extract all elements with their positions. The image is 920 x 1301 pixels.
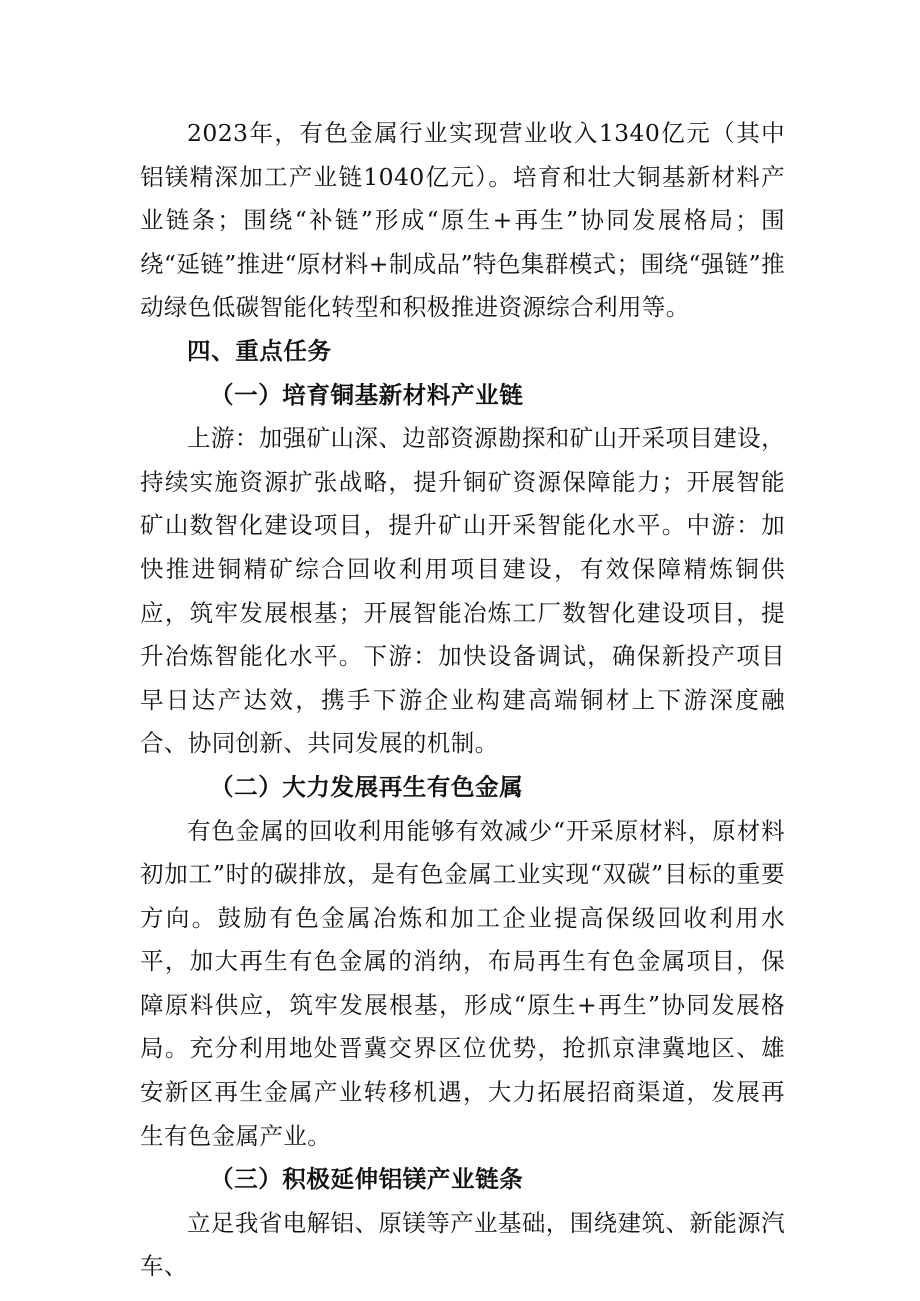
paragraph-recycled-metals: 有色金属的回收利用能够有效减少“开采原材料，原材料初加工”时的碳排放，是有色金属工业实现“双碳”目标的重要方向。鼓励有色金属冶炼和加工企业提高保级回收利用水平，加大再生有色金属的消纳，布局再生有色金属项目，保障原料供应，筑牢发展根基，形成“原生+再生”协同发展格局。充分利用地处晋冀交界区位优势，抢抓京津冀地区、雄安新区再生金属产业转移机遇，大力拓展招商渠道，发展再生有色金属产业。 [140,816,785,1150]
paragraph-aluminum-magnesium: 立足我省电解铝、原镁等产业基础，围绕建筑、新能源汽车、 [140,1208,785,1281]
subheading-aluminum-magnesium: （三）积极延伸铝镁产业链条 [210,1165,524,1194]
subheading-recycled-metals: （二）大力发展再生有色金属 [210,772,524,801]
paragraph-industry-revenue: 2023年，有色金属行业实现营业收入1340亿元（其中铝镁精深加工产业链1040亿元）。培育和壮大铜基新材料产业链条；围绕“补链”形成“原生+再生”协同发展格局；围绕“延链”推进“原材料+制成品”特色集群模式；围绕“强链”推动绿色低碳智能化转型和积极推进资源综合利用等。 [140,119,785,322]
section-heading-key-tasks: 四、重点任务 [187,336,332,365]
paragraph-copper-chain: 上游：加强矿山深、边部资源勘探和矿山开采项目建设，持续实施资源扩张战略，提升铜矿资源保障能力；开展智能矿山数智化建设项目，提升矿山开采智能化水平。中游：加快推进铜精矿综合回收利用项目建设，有效保障精炼铜供应，筑牢发展根基；开展智能冶炼工厂数智化建设项目，提升冶炼智能化水平。下游：加快设备调试，确保新投产项目早日达产达效，携手下游企业构建高端铜材上下游深度融合、协同创新、共同发展的机制。 [140,424,785,758]
subheading-copper-chain: （一）培育铜基新材料产业链 [210,380,524,409]
document-body [140,112,785,1289]
